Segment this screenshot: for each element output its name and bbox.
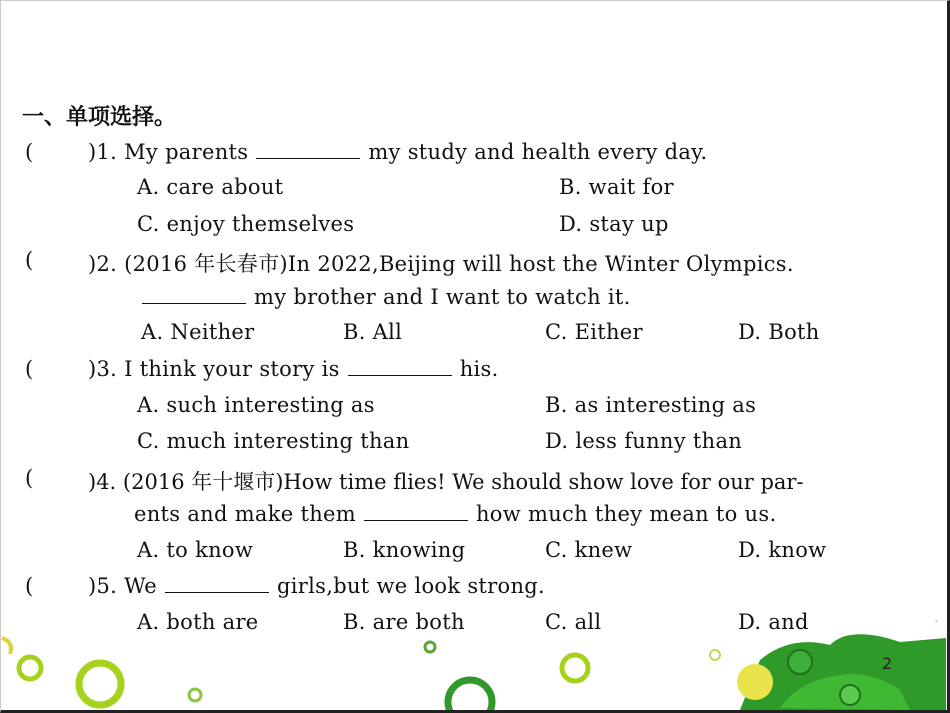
- ring-1: [19, 657, 41, 679]
- page-number: 2: [882, 654, 893, 673]
- question-2-number: )2.: [88, 252, 118, 276]
- ring-5: [448, 680, 492, 710]
- question-4-number: )4.: [88, 470, 117, 494]
- question-3-text-post: his.: [459, 357, 499, 381]
- question-4-line-2-pre: ents and make them: [134, 502, 356, 526]
- question-5-number: )5.: [88, 574, 118, 598]
- question-1-option-c[interactable]: C. enjoy themselves: [137, 212, 355, 236]
- answer-paren-2: (: [25, 248, 34, 272]
- question-1-text-post: my study and health every day.: [368, 140, 708, 164]
- ring-6: [562, 655, 588, 681]
- question-3: [88, 357, 499, 381]
- question-4-blank[interactable]: [364, 502, 468, 521]
- question-2-option-a[interactable]: A. Neither: [141, 320, 255, 344]
- question-2-option-d[interactable]: D. Both: [738, 320, 820, 344]
- question-4: [88, 466, 804, 496]
- question-2-blank[interactable]: [142, 285, 246, 304]
- question-2: [88, 248, 794, 278]
- question-5-option-d[interactable]: D. and: [738, 610, 809, 634]
- question-5-text-pre: We: [124, 574, 158, 598]
- question-1-blank[interactable]: [256, 140, 360, 159]
- yellow-circle: [737, 664, 773, 700]
- ring-3: [189, 689, 201, 701]
- question-5-option-b[interactable]: B. are both: [343, 610, 465, 634]
- section-title: 一、单项选择。: [22, 105, 177, 130]
- answer-paren-3: (: [25, 357, 34, 381]
- question-4-option-a[interactable]: A. to know: [137, 538, 254, 562]
- curl-right: [930, 620, 937, 622]
- question-4-line-1: (2016 年十堰市)How time flies! We should show love for our par-: [122, 470, 804, 494]
- leaf-dot-2: [840, 685, 860, 705]
- question-1-option-a[interactable]: A. care about: [137, 175, 284, 199]
- answer-paren-5: (: [25, 574, 34, 598]
- question-2-line-1: (2016 年长春市)In 2022,Beijing will host the Winter Olympics.: [124, 252, 794, 276]
- question-3-option-c[interactable]: C. much interesting than: [137, 429, 410, 453]
- question-2-option-b[interactable]: B. All: [343, 320, 403, 344]
- curl-left: [2, 638, 11, 654]
- question-3-option-d[interactable]: D. less funny than: [545, 429, 743, 453]
- answer-paren-4: (: [25, 466, 34, 490]
- question-4-option-b[interactable]: B. knowing: [343, 538, 466, 562]
- ring-7: [710, 650, 720, 660]
- question-3-option-b[interactable]: B. as interesting as: [545, 393, 757, 417]
- question-3-number: )3.: [88, 357, 118, 381]
- question-5: [88, 574, 545, 598]
- question-3-blank[interactable]: [348, 357, 452, 376]
- question-5-text-post: girls,but we look strong.: [277, 574, 546, 598]
- ring-4: [425, 642, 435, 652]
- question-4-option-d[interactable]: D. know: [738, 538, 827, 562]
- answer-paren-1: (: [25, 140, 34, 164]
- question-1: [88, 140, 708, 164]
- question-5-option-a[interactable]: A. both are: [137, 610, 259, 634]
- question-4-option-c[interactable]: C. knew: [545, 538, 633, 562]
- question-1-option-b[interactable]: B. wait for: [559, 175, 674, 199]
- question-5-blank[interactable]: [165, 574, 269, 593]
- ring-2: [79, 663, 121, 705]
- question-1-option-d[interactable]: D. stay up: [559, 212, 669, 236]
- question-2-line-2-wrap: [134, 285, 631, 309]
- leaf-dot-1: [788, 650, 812, 674]
- question-3-text-pre: I think your story is: [124, 357, 340, 381]
- question-1-text-pre: My parents: [124, 140, 249, 164]
- question-4-line-2-post: how much they mean to us.: [475, 502, 777, 526]
- question-2-option-c[interactable]: C. Either: [545, 320, 643, 344]
- question-1-number: )1.: [88, 140, 118, 164]
- question-2-line-2: my brother and I want to watch it.: [254, 285, 631, 309]
- question-4-line-2-wrap: [134, 502, 776, 526]
- decorative-footer: [0, 620, 946, 710]
- question-5-option-c[interactable]: C. all: [545, 610, 602, 634]
- question-3-option-a[interactable]: A. such interesting as: [137, 393, 375, 417]
